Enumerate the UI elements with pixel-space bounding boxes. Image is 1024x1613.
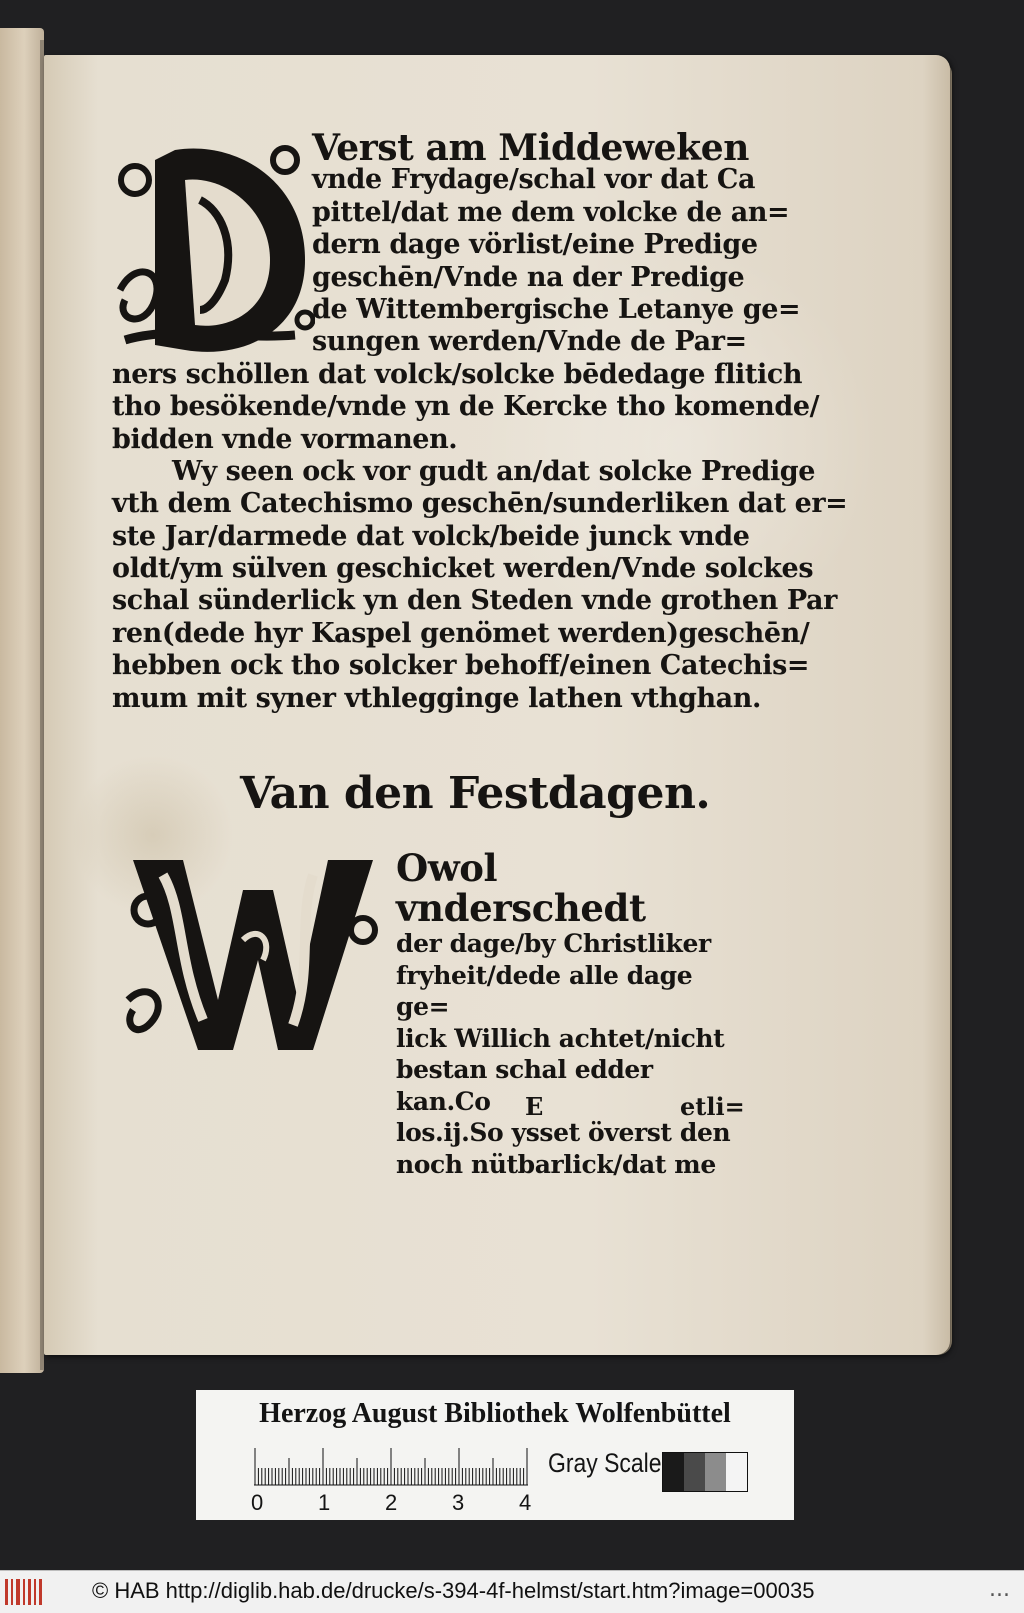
text-line: geschēn/Vnde na der Predige bbox=[312, 261, 745, 293]
url-bar bbox=[0, 1570, 1024, 1613]
ruler-number: 4 bbox=[519, 1490, 532, 1515]
gray-scale-label: Gray Scale bbox=[548, 1448, 662, 1478]
ornamental-initial-w bbox=[123, 850, 378, 1060]
text-line: ste Jar/darmede dat volck/beide junck vnde bbox=[112, 520, 750, 552]
barcode-icon bbox=[4, 1577, 44, 1607]
text-line: fryheit/dede alle dage ge= bbox=[396, 960, 693, 1021]
main-text bbox=[112, 127, 848, 715]
text-line: mum mit syner vthlegginge lathen vthghan. bbox=[112, 682, 762, 714]
ruler-numbers bbox=[246, 1490, 546, 1516]
ruler-number: 0 bbox=[251, 1490, 264, 1515]
source-url[interactable]: © HAB http://diglib.hab.de/drucke/s-394-4f-helmst/start.htm?image=00035 bbox=[92, 1578, 815, 1603]
catchword: etli= bbox=[680, 1092, 745, 1121]
library-name: Herzog August Bibliothek Wolfenbüttel bbox=[259, 1398, 731, 1429]
gray-scale-swatches bbox=[662, 1452, 748, 1492]
text-line: noch nütbarlick/dat me bbox=[396, 1149, 716, 1179]
text-line: bestan schal edder kan.Co bbox=[396, 1055, 653, 1116]
text-line: ren(dede hyr Kaspel genömet werden)geschēn/ bbox=[112, 617, 810, 649]
text-line: pittel/dat me dem volcke de an= bbox=[312, 196, 790, 228]
ruler-number: 1 bbox=[318, 1490, 331, 1515]
text-line: los.ij.So ysset överst den bbox=[396, 1118, 731, 1147]
text-line: tho besökende/vnde yn de Kercke tho komende/ bbox=[112, 391, 820, 423]
text-line: dern dage vörlist/eine Predige bbox=[312, 229, 758, 261]
text-line: lick Willich achtet/nicht bbox=[396, 1023, 725, 1053]
more-icon[interactable]: ... bbox=[989, 1577, 1010, 1602]
text-line: vnde Frydage/schal vor dat Ca bbox=[312, 164, 756, 196]
text-line: sungen werden/Vnde de Par= bbox=[312, 326, 747, 358]
section-text bbox=[396, 848, 746, 1180]
previous-page-edge bbox=[0, 28, 44, 1373]
text-line: oldt/ym sülven geschicket werden/Vnde solckes bbox=[112, 553, 814, 585]
signature-mark: E bbox=[525, 1092, 544, 1121]
text-line: schal sünderlick yn den Steden vnde grothen Par bbox=[112, 585, 837, 617]
text-line: hebben ock tho solcker behoff/einen Catechis= bbox=[112, 650, 810, 682]
ruler-number: 2 bbox=[385, 1490, 398, 1515]
text-line: ners schöllen dat volck/solcke bēdedage flitich bbox=[112, 358, 803, 390]
text-line: bidden vnde vormanen. bbox=[112, 423, 458, 455]
section-heading: Van den Festdagen. bbox=[240, 768, 711, 819]
text-line: Wy seen ock vor gudt an/dat solcke Predige bbox=[172, 455, 816, 487]
scale-card bbox=[196, 1390, 794, 1520]
text-line: de Wittembergische Letanye ge= bbox=[312, 293, 801, 325]
text-line: vth dem Catechismo geschēn/sunderliken dat er= bbox=[112, 488, 848, 520]
gray-swatch bbox=[705, 1453, 726, 1491]
ruler-number: 3 bbox=[452, 1490, 465, 1515]
text-line: Owol vnderschedt bbox=[396, 846, 646, 930]
text-line: der dage/by Christliker bbox=[396, 929, 711, 958]
gray-swatch bbox=[726, 1453, 747, 1491]
gray-swatch bbox=[684, 1453, 705, 1491]
ruler bbox=[254, 1448, 528, 1486]
text-line: Verst am Middeweken bbox=[312, 127, 749, 169]
gray-swatch bbox=[663, 1453, 684, 1491]
